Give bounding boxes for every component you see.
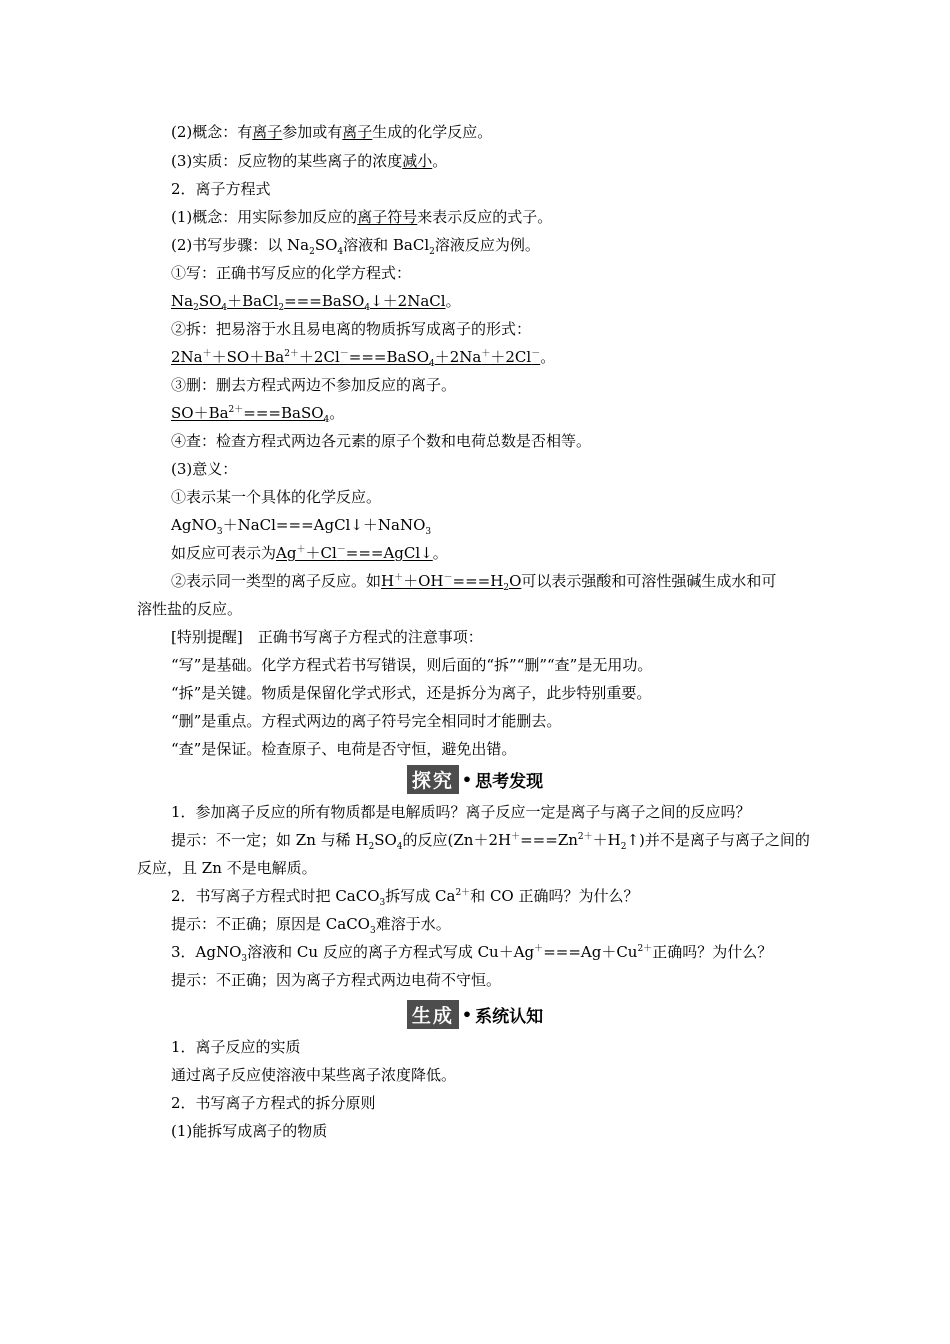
essence-line: [171, 150, 447, 172]
step-check: ④查：检查方程式两边各元素的原子个数和电荷总数是否相等。: [171, 432, 592, 450]
question-2: 2．书写离子方程式时把 CaCO$_3$拆写成 $Ca^{2+}$和 CO 正确吗？为什么？: [171, 887, 639, 908]
equation-concept-line: [171, 206, 552, 228]
steps-line: [171, 234, 540, 256]
bullet-dot: •: [461, 769, 473, 789]
tip-delete: “删”是重点。方程式两边的离子符号完全相同时才能删去。: [171, 712, 562, 730]
text: 可以表示强酸和可溶性强碱生成水和可: [521, 572, 777, 590]
text: ②表示同一类型的离子反应。如: [171, 572, 382, 590]
text: 生成的化学反应。: [372, 123, 493, 141]
example-ionic: [171, 542, 448, 564]
text: 。: [432, 152, 448, 170]
subscript: 2: [429, 247, 435, 257]
section-heading: 2．离子方程式: [171, 180, 271, 198]
meaning-heading: (3)意义：: [171, 460, 238, 478]
answer-blank: 离子: [252, 123, 283, 141]
section-header-generate: [0, 1000, 950, 1028]
special-tip: [特别提醒] 正确书写离子方程式的注意事项：: [171, 628, 483, 646]
answer-blank: 离子: [342, 123, 373, 141]
text: 参加或有: [282, 123, 343, 141]
question-1: 1．参加离子反应的所有物质都是电解质吗？离子反应一定是离子与离子之间的反应吗？: [171, 803, 751, 821]
text: 如反应可表示为: [171, 544, 277, 562]
section-title: 思考发现: [475, 771, 544, 792]
section-badge: 生成: [407, 1000, 459, 1029]
text: 。: [432, 544, 448, 562]
tip-check: “查”是保证。检查原子、电荷是否守恒，避免出错。: [171, 740, 517, 758]
answer-blank: $H^++OH^-===H_2O$: [381, 572, 522, 593]
text: 来表示反应的式子。: [417, 208, 553, 226]
text: (3)实质：反应物的某些离子的浓度: [171, 152, 403, 170]
net-ionic-equation: [171, 402, 344, 424]
text: 。: [540, 348, 556, 366]
tip-write: “写”是基础。化学方程式若书写错误，则后面的“拆”“删”“查”是无用功。: [171, 656, 653, 674]
step-split: ②拆：把易溶于水且易电离的物质拆写成离子的形式：: [171, 320, 532, 338]
answer-3: 提示：不正确；因为离子方程式两边电荷不守恒。: [171, 971, 502, 989]
step-delete: ③删：删去方程式两边不参加反应的离子。: [171, 376, 457, 394]
answer-2: 提示：不正确；原因是 CaCO$_3$难溶于水。: [171, 915, 451, 936]
summary-1-heading: 1．离子反应的实质: [171, 1038, 301, 1056]
text: SO: [314, 236, 338, 254]
answer-blank: Ag＋＋Cl－===AgCl↓: [276, 544, 433, 562]
tip-split: “拆”是关键。物质是保留化学式形式，还是拆分为离子，此步特别重要。: [171, 684, 652, 702]
summary-1-text: 通过离子反应使溶液中某些离子浓度降低。: [171, 1066, 457, 1084]
example-equation: AgNO$_3$＋NaCl===AgCl↓＋NaNO$_3$: [171, 516, 432, 537]
answer-blank: 减小: [402, 152, 433, 170]
meaning-one: ①表示某一个具体的化学反应。: [171, 488, 382, 506]
answer-blank: $SO+Ba^{2+}===BaSO_4$: [171, 404, 330, 425]
section-header-explore: [0, 765, 950, 793]
bullet-dot: •: [461, 1004, 473, 1024]
question-3: 3．AgNO$_3$溶液和 Cu 反应的离子方程式写成 $Cu+Ag^+===Ag+Cu^{2+}$正确吗？为什么？: [171, 943, 773, 964]
step-write: ①写：正确书写反应的化学方程式：: [171, 264, 412, 282]
subscript: 2: [309, 247, 315, 257]
ionic-full-equation: [171, 346, 555, 368]
meaning-two: [171, 570, 776, 592]
text: (2)书写步骤：以 Na: [171, 236, 310, 254]
section-badge: 探究: [407, 765, 459, 794]
text: 。: [329, 404, 345, 422]
answer-1: 提示：不一定；如 Zn 与稀 $H_2SO_4$的反应$(Zn+2H^+===Zn^{2+}+H_2↑)$并不是离子与离子之间的: [171, 831, 810, 852]
section-title: 系统认知: [475, 1006, 544, 1027]
chemical-equation: [171, 290, 461, 312]
answer-blank: $2Na^++SO+Ba^{2+}+2Cl^-===BaSO_4+2Na^++2Cl^-$: [171, 348, 541, 369]
subscript: 4: [337, 247, 344, 257]
summary-2-sub: (1)能拆写成离子的物质: [171, 1122, 328, 1140]
concept-line: [171, 121, 492, 143]
text: 溶液反应为例。: [434, 236, 540, 254]
text: 。: [445, 292, 461, 310]
answer-blank: $Na_2SO_4+BaCl_2===BaSO_4↓+2NaCl$: [171, 292, 446, 313]
text: 溶液和 BaCl: [343, 236, 430, 254]
summary-2-heading: 2．书写离子方程式的拆分原则: [171, 1094, 376, 1112]
text: (1)概念：用实际参加反应的: [171, 208, 358, 226]
answer-1-cont: 反应，且 Zn 不是电解质。: [137, 859, 317, 877]
text: (2)概念：有: [171, 123, 253, 141]
meaning-two-cont: 溶性盐的反应。: [137, 600, 243, 618]
answer-blank: 离子符号: [357, 208, 418, 226]
